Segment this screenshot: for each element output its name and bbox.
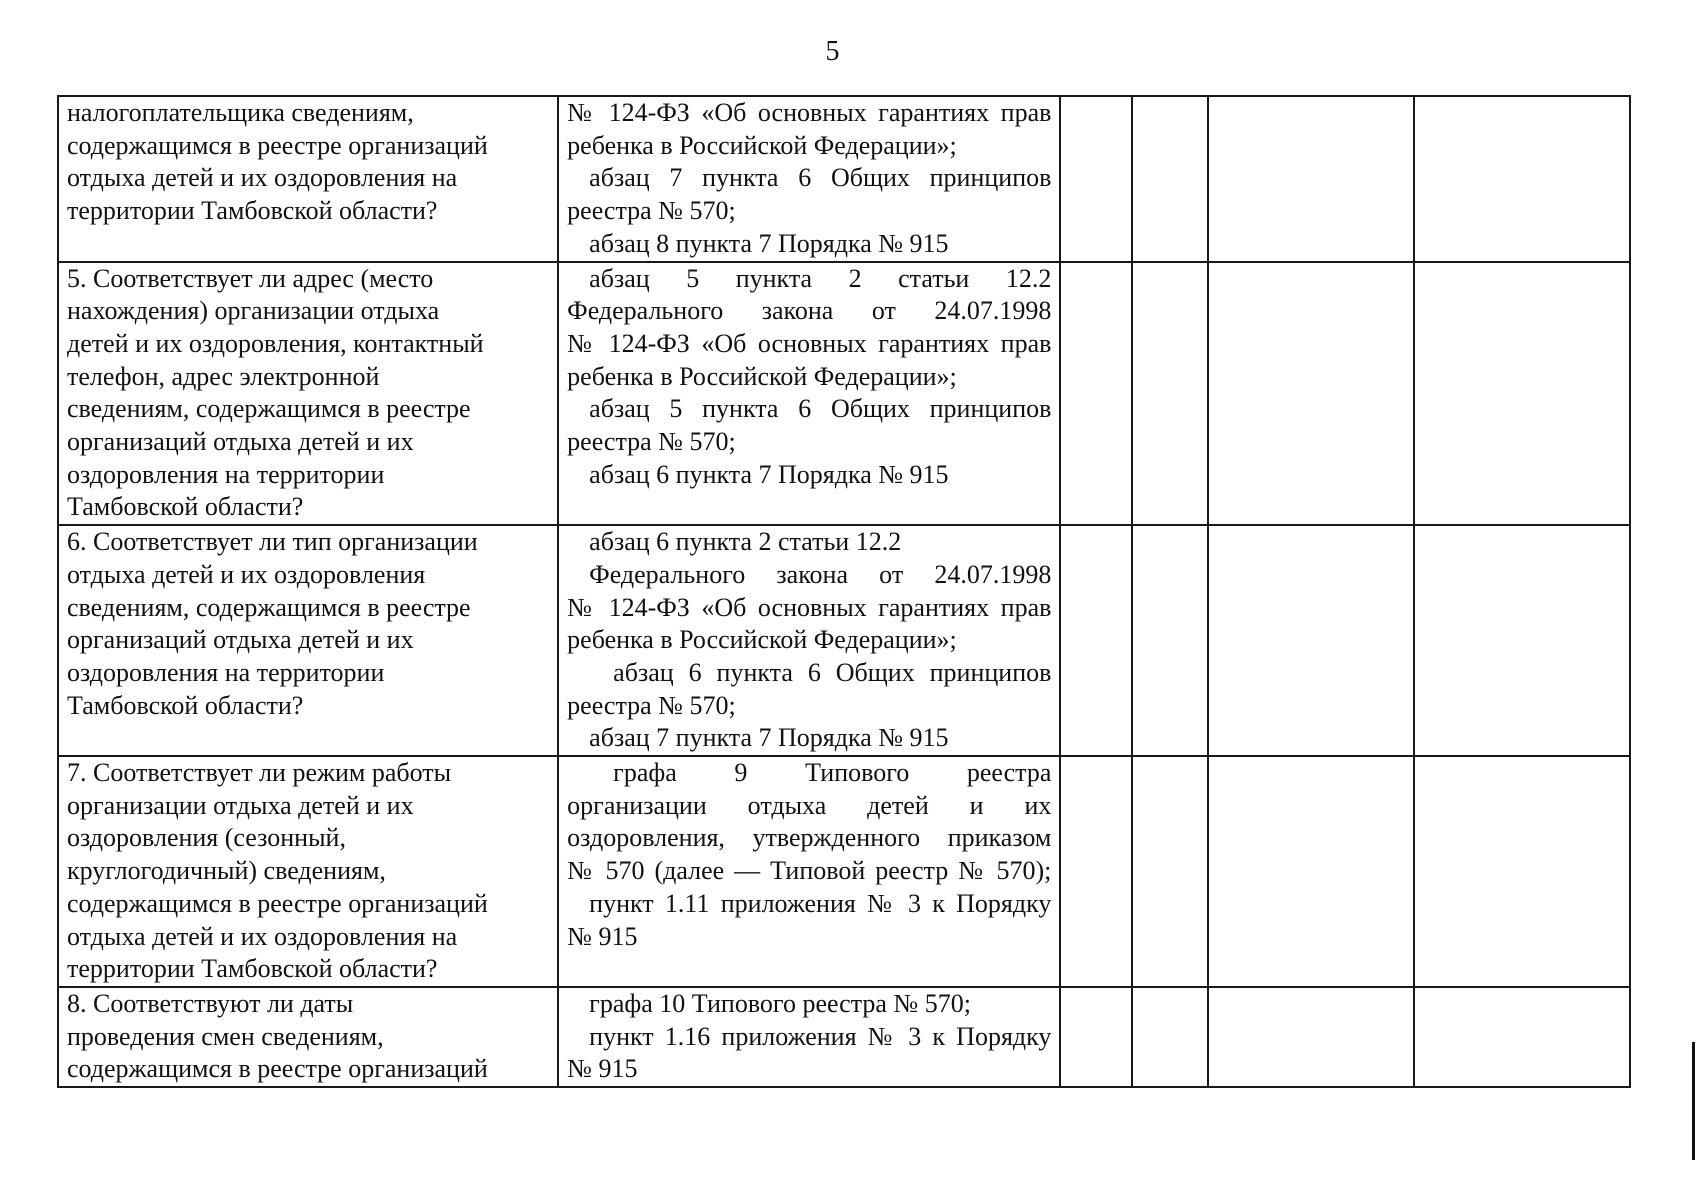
legal-reference-line: № 570 (далее — Типовой реестр № 570); xyxy=(567,856,1052,886)
legal-reference-line: абзац 5 пункта 2 статьи 12.2 xyxy=(589,263,1052,293)
legal-reference-line: № 915 xyxy=(567,921,638,951)
legal-reference-line: Федерального закона от 24.07.1998 xyxy=(589,559,1052,589)
legal-reference-line: реестра № 570; xyxy=(567,427,736,457)
scan-edge-mark xyxy=(1692,1042,1695,1160)
legal-reference-line: оздоровления, утвержденного приказом xyxy=(567,823,1052,853)
legal-reference-line: реестра № 570; xyxy=(567,196,736,226)
legal-reference-line: графа 9 Типового реестра xyxy=(613,758,1052,788)
legal-reference-line: № 124-ФЗ «Об основных гарантиях прав xyxy=(567,592,1052,622)
not-applicable-cell xyxy=(1208,96,1413,262)
answer-no-cell xyxy=(1132,262,1209,526)
legal-reference-line: реестра № 570; xyxy=(567,690,736,720)
answer-yes-cell xyxy=(1060,96,1131,262)
legal-reference-line: абзац 6 пункта 7 Порядка № 915 xyxy=(589,459,949,489)
legal-reference-line: абзац 7 пункта 7 Порядка № 915 xyxy=(589,723,949,753)
table-row xyxy=(58,262,1630,526)
table-row xyxy=(58,987,1630,1087)
answer-no-cell xyxy=(1132,756,1209,987)
not-applicable-cell xyxy=(1208,525,1413,756)
note-cell xyxy=(1414,756,1630,987)
legal-reference-cell xyxy=(558,987,1060,1087)
note-cell xyxy=(1414,96,1630,262)
checklist-table xyxy=(57,95,1631,1088)
not-applicable-cell xyxy=(1208,756,1413,987)
note-cell xyxy=(1414,525,1630,756)
note-cell xyxy=(1414,262,1630,526)
answer-yes-cell xyxy=(1060,987,1131,1087)
table-row xyxy=(58,756,1630,987)
question-cell: 5. Соответствует ли адрес (место нахождения) организации отдыха детей и их оздоровления, контактный телефон, адрес электронной сведениям, содержащимся в реестре организаций отдыха детей и их оздоровления на территории Тамбовской области? xyxy=(58,262,558,526)
note-cell xyxy=(1414,987,1630,1087)
answer-no-cell xyxy=(1132,525,1209,756)
legal-reference-line: абзац 5 пункта 6 Общих принципов xyxy=(589,394,1052,424)
legal-reference-cell xyxy=(558,262,1060,526)
answer-no-cell xyxy=(1132,96,1209,262)
question-cell: 8. Соответствуют ли даты проведения смен сведениям, содержащимся в реестре организаций xyxy=(58,987,558,1087)
table-row xyxy=(58,525,1630,756)
answer-no-cell xyxy=(1132,987,1209,1087)
not-applicable-cell xyxy=(1208,262,1413,526)
answer-yes-cell xyxy=(1060,525,1131,756)
legal-reference-line: абзац 6 пункта 2 статьи 12.2 xyxy=(589,527,902,557)
legal-reference-line: № 915 xyxy=(567,1054,638,1084)
answer-yes-cell xyxy=(1060,756,1131,987)
legal-reference-line: ребенка в Российской Федерации»; xyxy=(567,625,957,655)
legal-reference-line: организации отдыха детей и их xyxy=(567,790,1052,820)
legal-reference-cell xyxy=(558,756,1060,987)
legal-reference-line: пункт 1.11 приложения № 3 к Порядку xyxy=(589,888,1052,918)
checklist-body xyxy=(58,96,1630,1087)
legal-reference-line: ребенка в Российской Федерации»; xyxy=(567,130,957,160)
legal-reference-line: Федерального закона от 24.07.1998 xyxy=(567,296,1052,326)
answer-yes-cell xyxy=(1060,262,1131,526)
legal-reference-line: абзац 6 пункта 6 Общих принципов xyxy=(613,657,1052,687)
legal-reference-line: графа 10 Типового реестра № 570; xyxy=(589,988,971,1018)
legal-reference-line: абзац 8 пункта 7 Порядка № 915 xyxy=(589,228,949,258)
question-cell: 6. Соответствует ли тип организации отдыха детей и их оздоровления сведениям, содержащимся в реестре организаций отдыха детей и их оздоровления на территории Тамбовской области? xyxy=(58,525,558,756)
not-applicable-cell xyxy=(1208,987,1413,1087)
page-number: 5 xyxy=(825,36,840,67)
legal-reference-line: ребенка в Российской Федерации»; xyxy=(567,361,957,391)
legal-reference-line: абзац 7 пункта 6 Общих принципов xyxy=(589,163,1052,193)
legal-reference-cell xyxy=(558,525,1060,756)
legal-reference-line: пункт 1.16 приложения № 3 к Порядку xyxy=(589,1021,1052,1051)
legal-reference-line: № 124-ФЗ «Об основных гарантиях прав xyxy=(567,328,1052,358)
legal-reference-cell xyxy=(558,96,1060,262)
legal-reference-line: № 124-ФЗ «Об основных гарантиях прав xyxy=(567,98,1052,127)
question-cell: налогоплательщика сведениям, содержащимся в реестре организаций отдыха детей и их оздоровления на территории Тамбовской области? xyxy=(58,96,558,262)
table-row xyxy=(58,96,1630,262)
question-cell: 7. Соответствует ли режим работы организации отдыха детей и их оздоровления (сезонный, круглогодичный) сведениям, содержащимся в реестре организаций отдыха детей и их оздоровления на территории Тамбовской области? xyxy=(58,756,558,987)
